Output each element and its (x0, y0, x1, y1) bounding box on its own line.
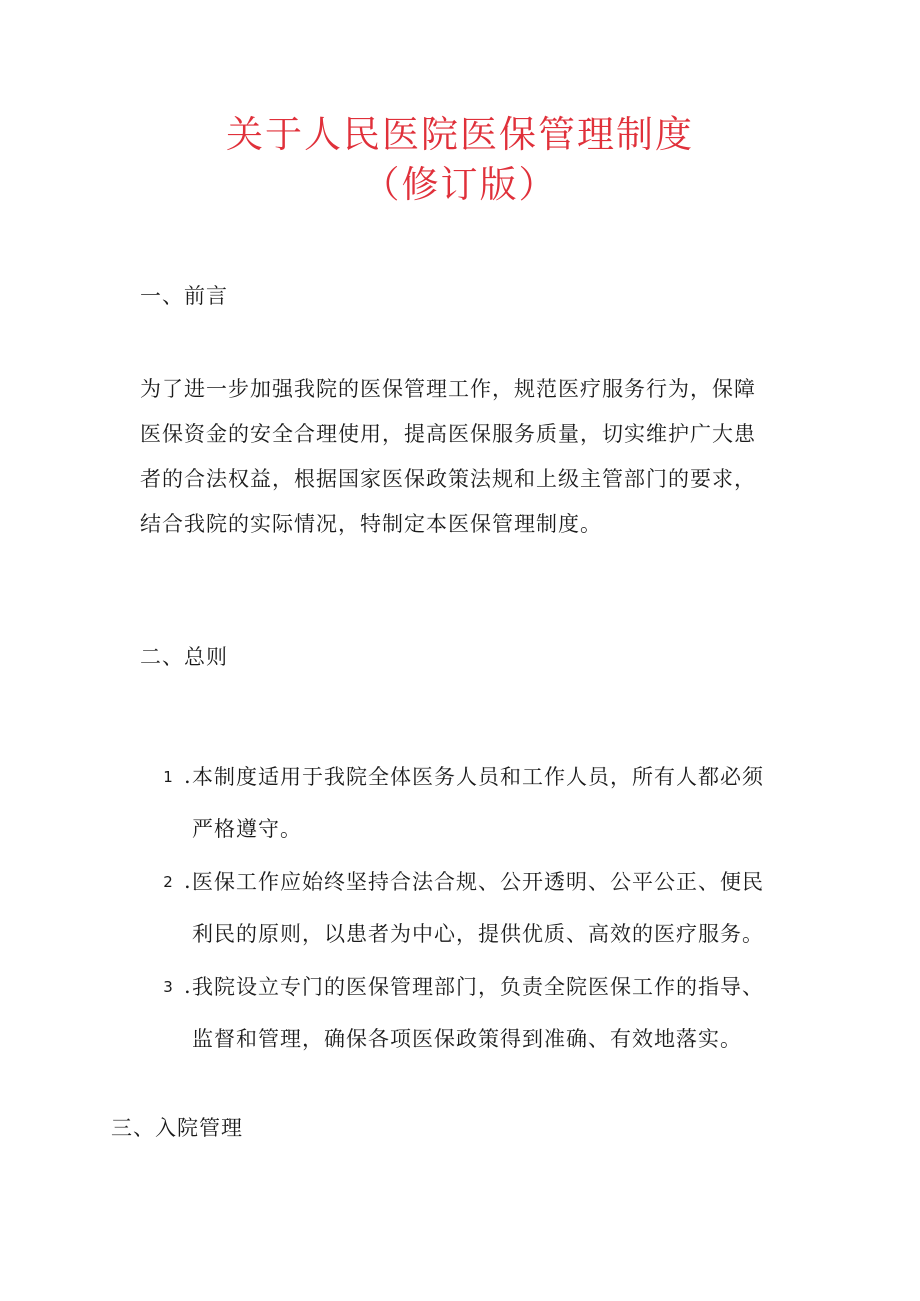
preface-line: 者的合法权益，根据国家医保政策法规和上级主管部门的要求， (140, 467, 756, 491)
item-dot: . (184, 869, 191, 893)
item-line: 医保工作应始终坚持合法合规、公开透明、公平公正、便民 (192, 870, 764, 894)
item-number: 1 (163, 768, 173, 786)
document-subtitle: （修订版） (362, 163, 558, 206)
item-line: 本制度适用于我院全体医务人员和工作人员，所有人都必须 (192, 765, 764, 789)
preface-line: 医保资金的安全合理使用，提高医保服务质量，切实维护广大患 (140, 422, 756, 446)
preface-paragraph (140, 367, 800, 547)
item-number: 3 (163, 978, 173, 996)
item-line: 监督和管理，确保各项医保政策得到准确、有效地落实。 (192, 1027, 742, 1051)
preface-line: 为了进一步加强我院的医保管理工作，规范医疗服务行为，保障 (140, 377, 756, 401)
item-text (192, 961, 764, 1065)
item-line: 我院设立专门的医保管理部门，负责全院医保工作的指导、 (192, 975, 764, 999)
section-heading-preface: 一、前言 (140, 284, 228, 308)
item-text (192, 856, 764, 960)
item-number: 2 (163, 873, 173, 891)
item-text (192, 751, 764, 855)
section-heading-general: 二、总则 (140, 645, 228, 669)
item-line: 利民的原则，以患者为中心，提供优质、高效的医疗服务。 (192, 922, 764, 946)
item-dot: . (184, 974, 191, 998)
item-dot: . (184, 764, 191, 788)
section-heading-admission: 三、入院管理 (111, 1116, 243, 1140)
document-title: 关于人民医院医保管理制度 (226, 113, 694, 156)
preface-line: 结合我院的实际情况，特制定本医保管理制度。 (140, 512, 602, 536)
item-line: 严格遵守。 (192, 817, 302, 841)
